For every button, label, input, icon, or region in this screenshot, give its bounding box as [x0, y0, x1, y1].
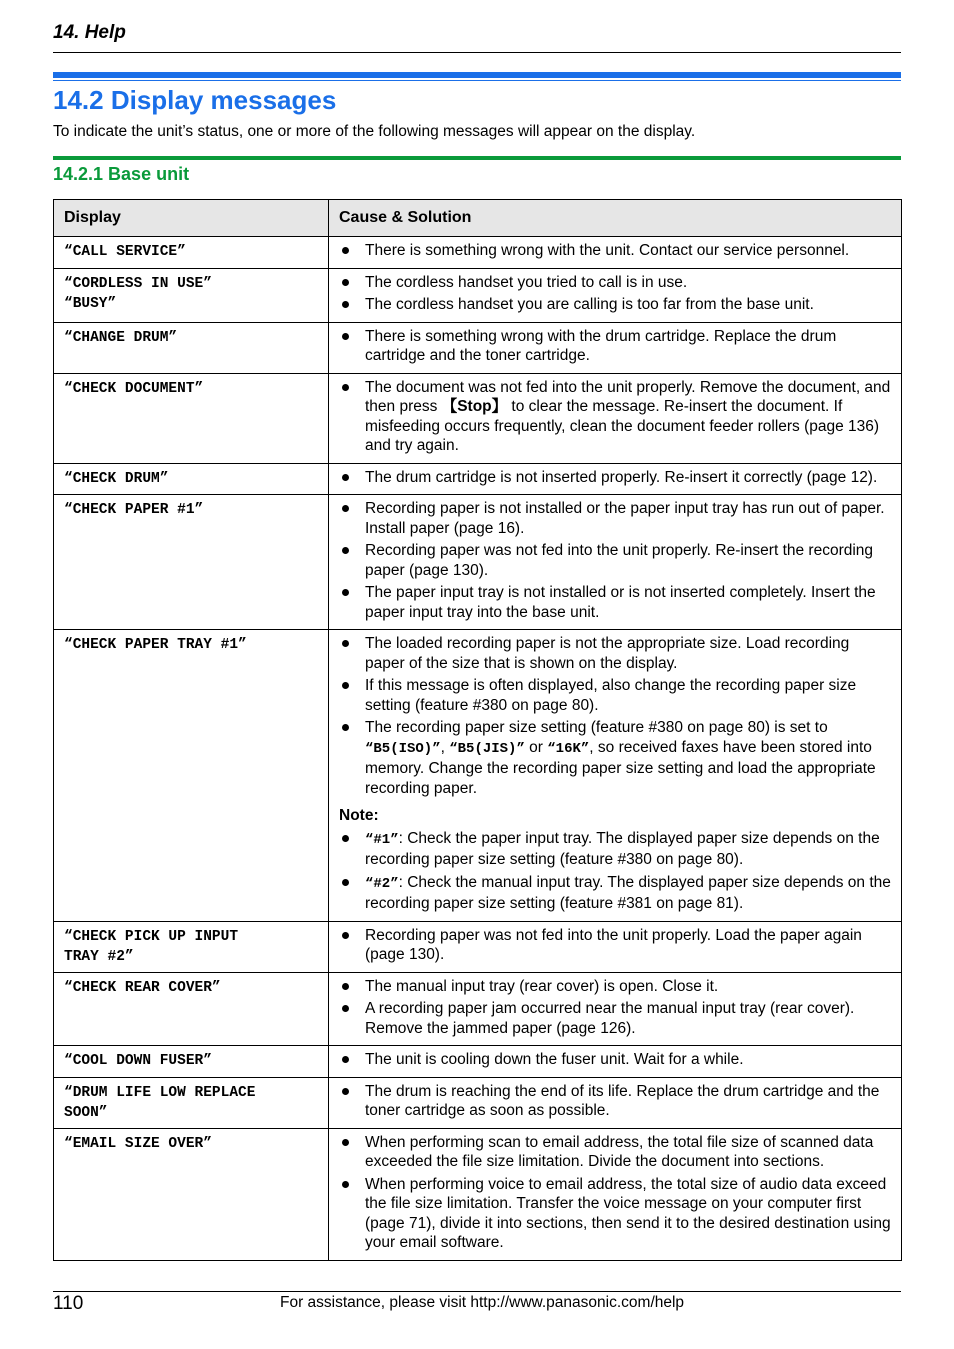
display-cell: [54, 1046, 329, 1078]
solution-item: There is something wrong with the unit. Contact our service personnel.: [339, 241, 891, 261]
display-code: “CHECK DOCUMENT”: [64, 380, 204, 397]
page-number: 110: [53, 1293, 84, 1314]
solution-item: The cordless handset you are calling is too far from the base unit.: [339, 295, 891, 315]
solution-cell: [329, 268, 902, 322]
display-code: TRAY #2”: [64, 948, 134, 965]
table-header-row: [54, 200, 902, 237]
display-messages-table: [53, 199, 902, 1261]
display-cell: [54, 322, 329, 373]
subsection-bar: [53, 156, 901, 160]
solution-item: [339, 378, 891, 456]
display-cell: [54, 495, 329, 630]
footer-rule: [53, 1291, 901, 1292]
section-bar: [53, 72, 901, 78]
display-code: “CHECK PAPER TRAY #1”: [64, 637, 247, 653]
tray-code: “#2”: [365, 875, 399, 892]
solution-cell: [329, 630, 902, 922]
table-row: [54, 972, 902, 1046]
display-code: “CHANGE DRUM”: [64, 329, 178, 346]
table-row: [54, 495, 902, 630]
solution-cell: [329, 322, 902, 373]
solution-item: The cordless handset you tried to call is in use.: [339, 273, 891, 293]
solution-cell: [329, 972, 902, 1046]
display-code: SOON”: [64, 1104, 108, 1121]
display-cell: [54, 1077, 329, 1128]
chapter-title: 14. Help: [53, 22, 126, 43]
solution-item: When performing voice to email address, the total size of audio data exceed the file size limitation. Transfer the voice message on your computer first (page 71), divide it into sections, then send it to the desired destination using your email software.: [339, 1175, 891, 1253]
note-heading: Note:: [339, 807, 379, 824]
solution-item: The paper input tray is not installed or is not inserted completely. Insert the paper input tray into the base unit.: [339, 583, 891, 622]
solution-item: There is something wrong with the drum cartridge. Replace the drum cartridge and the toner cartridge.: [339, 327, 891, 366]
column-header-cause: Cause & Solution: [329, 200, 902, 237]
section-title: 14.2 Display messages: [53, 85, 337, 115]
solution-text: The document was not fed into the unit properly. Remove the document, and then press: [365, 378, 891, 415]
display-cell: [54, 972, 329, 1046]
stop-key-label: 【Stop】: [441, 398, 508, 415]
display-code: “COOL DOWN FUSER”: [64, 1053, 212, 1069]
paper-size-code: “B5(ISO)”: [365, 740, 441, 757]
solution-cell: [329, 373, 902, 463]
table-row: [54, 322, 902, 373]
display-cell: [54, 630, 329, 922]
solution-item: When performing scan to email address, the total file size of scanned data exceeded the file size limitation. Divide the document into sections.: [339, 1133, 891, 1172]
column-header-display: Display: [54, 200, 329, 237]
note-item: [339, 829, 891, 870]
solution-item: The drum cartridge is not inserted properly. Re-insert it correctly (page 12).: [339, 468, 891, 488]
display-cell: [54, 463, 329, 495]
display-code: “CALL SERVICE”: [64, 244, 186, 260]
note-item: [339, 873, 891, 914]
note-text: : Check the manual input tray. The displayed paper size depends on the recording paper size setting (feature #381 on page 81).: [365, 873, 891, 912]
table-row: [54, 237, 902, 269]
display-code: “DRUM LIFE LOW REPLACE: [64, 1084, 256, 1101]
note-text: : Check the paper input tray. The displayed paper size depends on the recording paper size setting (feature #380 on page 80).: [365, 829, 880, 868]
display-cell: [54, 373, 329, 463]
solution-item: The loaded recording paper is not the appropriate size. Load recording paper of the size that is shown on the display.: [339, 634, 891, 673]
display-cell: [54, 268, 329, 322]
solution-cell: [329, 1046, 902, 1078]
solution-item: Recording paper was not fed into the unit properly. Re-insert the recording paper (page 130).: [339, 541, 891, 580]
table-row: [54, 630, 902, 922]
solution-item: If this message is often displayed, also change the recording paper size setting (feature #380 on page 80).: [339, 676, 891, 715]
solution-cell: [329, 1077, 902, 1128]
solution-item: The manual input tray (rear cover) is open. Close it.: [339, 977, 891, 997]
solution-cell: [329, 463, 902, 495]
display-cell: [54, 237, 329, 269]
display-code: “CHECK REAR COVER”: [64, 979, 221, 996]
section-bar-thin: [53, 80, 901, 81]
table-row: [54, 373, 902, 463]
table-row: [54, 1046, 902, 1078]
solution-text: , so received faxes have been stored into memory. Change the recording paper size setting and load the appropriate recording paper.: [365, 738, 876, 797]
solution-cell: [329, 921, 902, 972]
solution-item: [339, 718, 891, 798]
solution-item: Recording paper was not fed into the unit properly. Load the paper again (page 130).: [339, 926, 891, 965]
solution-item: The drum is reaching the end of its life. Replace the drum cartridge and the toner cartridge as soon as possible.: [339, 1082, 891, 1121]
section-intro: To indicate the unit’s status, one or more of the following messages will appear on the display.: [53, 123, 696, 140]
table-row: [54, 1128, 902, 1260]
display-code: “CHECK PICK UP INPUT: [64, 928, 239, 945]
subsection-title: 14.2.1 Base unit: [53, 164, 190, 184]
display-code: “CHECK PAPER #1”: [64, 502, 204, 518]
solution-item: Recording paper is not installed or the paper input tray has run out of paper. Install paper (page 16).: [339, 499, 891, 538]
display-code: “BUSY”: [64, 295, 117, 312]
solution-item: A recording paper jam occurred near the manual input tray (rear cover). Remove the jammed paper (page 126).: [339, 999, 891, 1038]
display-cell: [54, 1128, 329, 1260]
solution-item: The unit is cooling down the fuser unit. Wait for a while.: [339, 1050, 891, 1070]
table-row: [54, 268, 902, 322]
assistance-text: For assistance, please visit http://www.panasonic.com/help: [280, 1294, 685, 1311]
table-row: [54, 921, 902, 972]
table-row: [54, 463, 902, 495]
solution-text: ,: [440, 738, 450, 756]
display-code: “CORDLESS IN USE”: [64, 275, 212, 292]
solution-cell: [329, 495, 902, 630]
solution-cell: [329, 1128, 902, 1260]
paper-size-code: “16K”: [547, 740, 590, 757]
solution-text: The recording paper size setting (feature #380 on page 80) is set to: [365, 719, 828, 736]
tray-code: “#1”: [365, 831, 399, 848]
paper-size-code: “B5(JIS)”: [449, 740, 525, 757]
display-code: “CHECK DRUM”: [64, 470, 169, 487]
solution-text: or: [524, 738, 548, 756]
table-row: [54, 1077, 902, 1128]
solution-cell: [329, 237, 902, 269]
display-cell: [54, 921, 329, 972]
solution-text: to clear the message. Re-insert the document. If misfeeding occurs frequently, clean the document feeder rollers (page 136) and try again.: [365, 398, 880, 454]
display-code: “EMAIL SIZE OVER”: [64, 1135, 212, 1152]
header-rule: [53, 52, 901, 53]
